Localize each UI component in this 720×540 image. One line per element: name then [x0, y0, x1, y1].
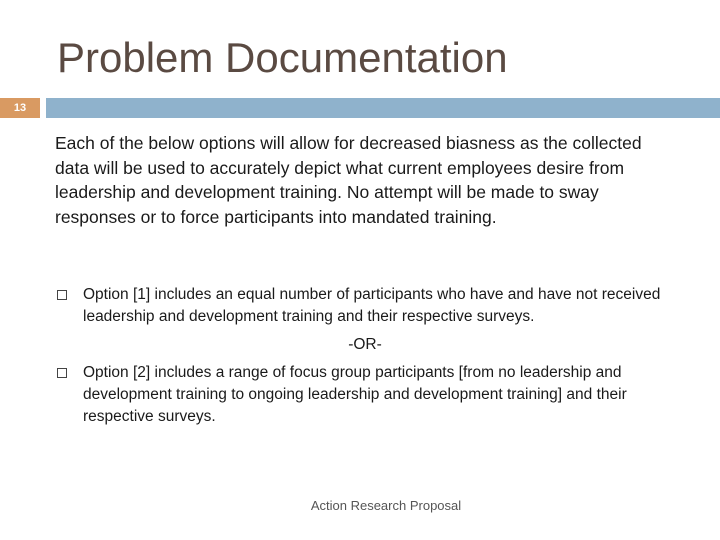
bullet-option-1: [55, 284, 695, 328]
slide-number-badge: [0, 98, 40, 118]
bullet-text: Option [2] includes a range of focus group participants [from no leadership and development training to ongoing leadership and development training] and their respective surveys.: [83, 364, 627, 425]
bullet-option-2: [55, 362, 695, 428]
or-separator: -OR-: [348, 336, 382, 353]
title-underline-bar: [46, 98, 720, 118]
slide-number: 13: [13, 102, 27, 114]
bullet-text: Option [1] includes an equal number of participants who have and have not received leadership and development training and their respective surveys.: [83, 286, 661, 325]
slide-title: Problem Documentation: [57, 34, 508, 81]
slide-footer: Action Research Proposal: [310, 498, 462, 513]
intro-paragraph: Each of the below options will allow for decreased biasness as the collected data will be used to accurately depict what current employees desire from leadership and development training. No attempt will be made to sway responses or to force participants into mandated training.: [55, 133, 642, 227]
square-bullet-icon: [57, 290, 67, 300]
square-bullet-icon: [57, 368, 67, 378]
